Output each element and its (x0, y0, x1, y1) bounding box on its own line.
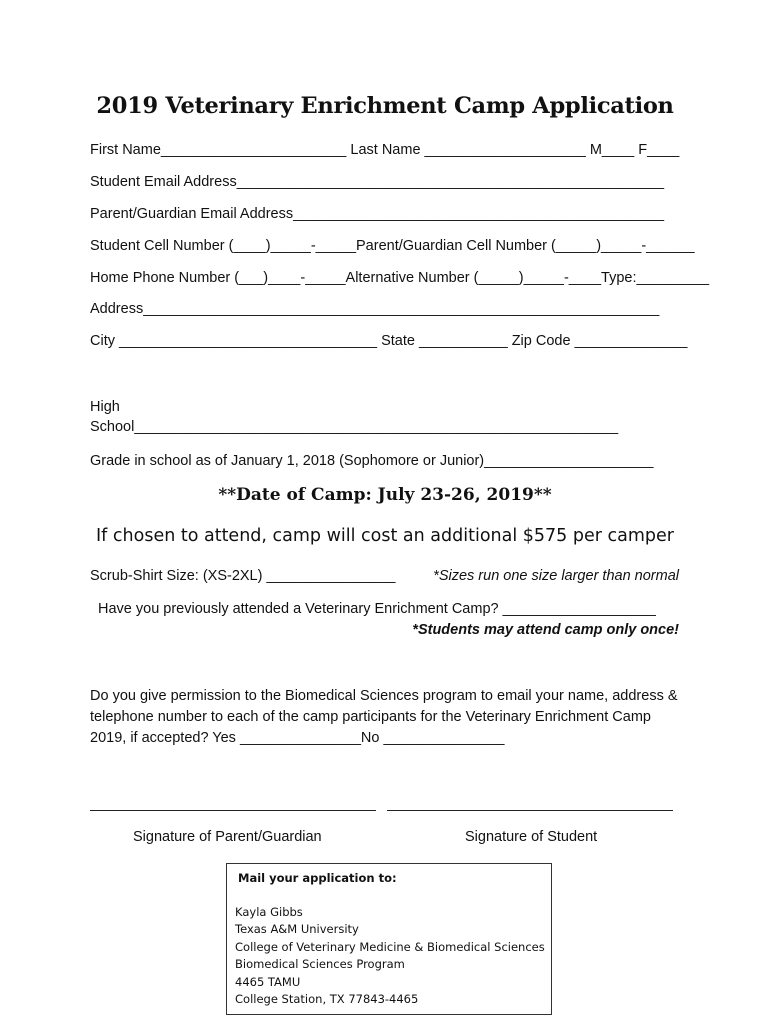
high-school-field[interactable]: School____________________________________________________________ (90, 419, 619, 435)
scrub-size-note: *Sizes run one size larger than normal (433, 568, 679, 584)
mail-line: College of Veterinary Medicine & Biomedical Sciences (235, 939, 545, 954)
name-row[interactable]: First Name_______________________ Last Name ____________________ M____ F____ (90, 142, 680, 158)
camp-date: **Date of Camp: July 23-26, 2019** (218, 485, 552, 505)
parent-signature-line[interactable] (90, 810, 376, 811)
mail-line: 4465 TAMU (235, 974, 301, 989)
permission-question[interactable]: Do you give permission to the Biomedical Sciences program to email your name, address & telephone number to each of the camp participants for the Veterinary Enrichment Camp 2019, if accepted? Yes _______________No _______________ (90, 688, 678, 746)
student-email-field[interactable]: Student Email Address_____________________________________________________ (90, 174, 665, 190)
mail-line: Biomedical Sciences Program (235, 957, 405, 971)
grade-field[interactable]: Grade in school as of January 1, 2018 (Sophomore or Junior)_____________________ (90, 453, 654, 469)
home-phone-row[interactable]: Home Phone Number (___)____-_____Alternative Number (_____)_____-____Type:_________ (90, 270, 710, 286)
mail-line: Texas A&M University (235, 922, 359, 936)
mail-line: College Station, TX 77843-4465 (235, 992, 419, 1006)
parent-signature-label: Signature of Parent/Guardian (133, 829, 322, 845)
address-field[interactable]: Address________________________________________________________________ (90, 301, 660, 317)
camp-cost: If chosen to attend, camp will cost an additional $575 per camper (96, 526, 674, 546)
parent-email-field[interactable]: Parent/Guardian Email Address______________________________________________ (90, 206, 665, 222)
mail-line: Kayla Gibbs (235, 904, 303, 919)
student-signature-label: Signature of Student (465, 829, 598, 845)
scrub-size-field[interactable]: Scrub-Shirt Size: (XS-2XL) ________________ (90, 568, 396, 584)
high-school-label: High (90, 399, 120, 415)
previous-attendance-note: *Students may attend camp only once! (412, 622, 679, 638)
mail-heading: Mail your application to: (238, 871, 397, 885)
mailing-address-box (226, 863, 552, 1015)
cell-numbers-row[interactable]: Student Cell Number (____)_____-_____Parent/Guardian Cell Number (_____)_____-______ (90, 238, 695, 254)
city-state-zip-row[interactable]: City ________________________________ State ___________ Zip Code ______________ (90, 333, 688, 349)
student-signature-line[interactable] (387, 810, 673, 811)
page-title: 2019 Veterinary Enrichment Camp Application (96, 93, 674, 119)
previous-attendance-field[interactable]: Have you previously attended a Veterinary Enrichment Camp? ___________________ (98, 601, 656, 617)
